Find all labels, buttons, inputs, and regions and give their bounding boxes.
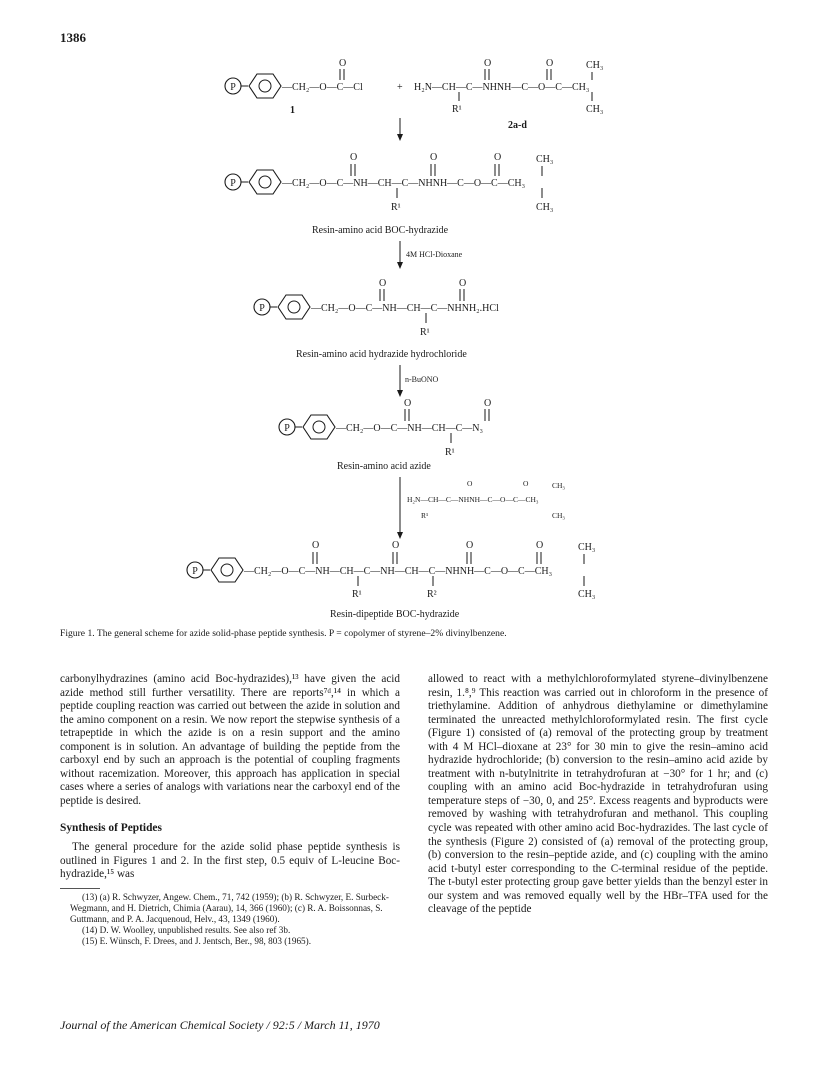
right-column	[428, 673, 768, 917]
svg-text:R¹: R¹	[391, 202, 401, 213]
row-5-name: Resin-dipeptide BOC-hydrazide	[330, 609, 460, 620]
row-3-formula: —CH₂—O—C—NH—CH—C—NHNH₂.HCl	[311, 303, 499, 314]
svg-text:R¹: R¹	[452, 104, 462, 115]
scheme-row-1	[225, 58, 603, 141]
svg-text:R²: R²	[427, 589, 437, 600]
svg-text:O: O	[379, 278, 387, 289]
footnote-15: (15) E. Wünsch, F. Drees, and J. Jentsch, Ber., 98, 803 (1965).	[82, 935, 311, 946]
footnote-13: (13) (a) R. Schwyzer, Angew. Chem., 71, 742 (1959); (b) R. Schwyzer, E. Surbeck-Wegmann, and H. Dietrich, Chimia (Aarau), 14, 366 (1960); (c) R. A. Boissonnas, S. Guttmann, and P. A. Jacquenoud, Helv., 43, 1349 (1960).	[70, 891, 389, 924]
row-4-formula: —CH₂—O—C—NH—CH—C—N₃	[336, 423, 483, 434]
svg-text:O: O	[484, 58, 492, 69]
svg-text:CH₃: CH₃	[536, 154, 554, 165]
svg-text:O: O	[523, 479, 529, 488]
footnote-14: (14) D. W. Woolley, unpublished results. See also ref 3b.	[82, 924, 291, 935]
svg-text:O: O	[494, 152, 502, 163]
svg-text:O: O	[404, 398, 412, 409]
svg-text:O: O	[350, 152, 358, 163]
right-paragraph-1: allowed to react with a methylchloroformylated styrene–divinylbenzene resin, 1.⁸,⁹ This reaction was carried out in chloroform in the presence of triethylamine. Addition of anhydrous diethylamine or dimethylamine terminated the unreacted methylchloroformylated resin. The first cycle (Figure 1) consisted of (a) removal of the protecting group by treatment with 4 M HCl–dioxane at 23° for 30 min to give the resin–amino acid hydrazide hydrochloride; (b) conversion to the resin–amino acid azide by treatment with n-butylnitrite in tetrahydrofuran at −30° for 1 hr; and (c) coupling with an amino acid Boc-hydrazide in tetrahydrofuran using temperature steps of −30, 0, and 25°. Excess reagents and byproducts were removed by washing with tetrahydrofuran and methanol. This coupling cycle was repeated with other amino acid Boc-hydrazides. The last cycle of the synthesis (Figure 2) consisted of (a) removal of the protecting group, (b) conversion to the resin–peptide azide, and (c) coupling with the amino acid t-butyl ester corresponding to the C-terminal residue of the peptide. The t-butyl ester protecting group gave better yields than the benzyl ester in our system and was removed equally well by the HBr–TFA used for the cleavage of the peptide	[428, 673, 768, 916]
row-3-name: Resin-amino acid hydrazide hydrochloride	[296, 349, 467, 360]
svg-text:R¹: R¹	[421, 511, 429, 520]
svg-text:CH₃: CH₃	[536, 202, 554, 213]
section-heading: Synthesis of Peptides	[60, 822, 162, 835]
svg-text:CH₃: CH₃	[586, 104, 604, 115]
svg-text:P: P	[230, 178, 236, 189]
svg-text:O: O	[312, 540, 320, 551]
left-column	[60, 673, 400, 947]
svg-text:O: O	[536, 540, 544, 551]
svg-text:O: O	[392, 540, 400, 551]
svg-text:O: O	[459, 278, 467, 289]
svg-text:+: +	[397, 82, 403, 93]
left-paragraph-2: The general procedure for the azide solid phase peptide synthesis is outlined in Figures 1 and 2. In the first step, 0.5 equiv of L-leucine Boc-hydrazide,¹⁵ was	[60, 841, 400, 881]
footnote-divider	[60, 888, 100, 889]
row-2-name: Resin-amino acid BOC-hydrazide	[312, 225, 449, 236]
journal-footer: Journal of the American Chemical Society / 92:5 / March 11, 1970	[60, 1018, 380, 1032]
arrow-reagent-hydrazide: H₂N—CH—C—NHNH—C—O—C—CH₃	[407, 495, 539, 504]
compound-label-2a-d: 2a-d	[508, 120, 527, 131]
svg-text:O: O	[430, 152, 438, 163]
scheme-row-2	[225, 152, 553, 269]
row-5-formula: —CH₂—O—C—NH—CH—C—NH—CH—C—NHNH—C—O—C—CH₃	[244, 566, 553, 577]
row-4-name: Resin-amino acid azide	[337, 461, 431, 472]
left-paragraph-1: carbonylhydrazines (amino acid Boc-hydrazides),¹³ have given the acid azide method still further versatility. There are reports⁷ᵈ,¹⁴ in which a peptide coupling reaction was carried out between the azide in solution and the amino component on a resin. We now report the stepwise synthesis of a tetrapeptide in which the azide is on a resin support and the amino component is in solution. An advantage of building the peptide from the carboxyl end by such an approach is the potential of coupling fragments without racemization. Moreover, this approach has application in special cases where a series of analogs with variations near the carboxyl end of the peptide is desired.	[60, 673, 400, 807]
arrow-reagent-buono: n-BuONO	[405, 375, 439, 384]
resin-p-label: P	[230, 82, 236, 93]
arrow-reagent-hcl: 4M HCl-Dioxane	[406, 250, 463, 259]
figure-caption: Figure 1. The general scheme for azide solid-phase peptide synthesis. P = copolymer of styrene–2% divinylbenzene.	[60, 628, 507, 639]
svg-text:O: O	[484, 398, 492, 409]
reagent-1-formula: —CH₂—O—C—Cl	[282, 82, 363, 93]
svg-text:CH₃: CH₃	[552, 511, 566, 520]
svg-text:CH₃: CH₃	[586, 60, 604, 71]
row-2-formula: —CH₂—O—C—NH—CH—C—NHNH—C—O—C—CH₃	[282, 178, 526, 189]
svg-text:R¹: R¹	[445, 447, 455, 458]
scheme-row-5	[187, 540, 595, 620]
page-number: 1386	[60, 30, 86, 45]
svg-text:O: O	[467, 479, 473, 488]
scheme-row-4	[279, 398, 565, 539]
compound-label-1: 1	[290, 105, 295, 116]
svg-text:CH₃: CH₃	[552, 481, 566, 490]
svg-text:CH₃: CH₃	[578, 542, 596, 553]
svg-text:O: O	[339, 58, 347, 69]
svg-text:O: O	[546, 58, 554, 69]
reagent-2a-d-formula: H₂N—CH—C—NHNH—C—O—C—CH₃	[414, 82, 590, 93]
svg-text:P: P	[192, 566, 198, 577]
svg-text:O: O	[466, 540, 474, 551]
svg-text:R¹: R¹	[420, 327, 430, 338]
svg-text:P: P	[284, 423, 290, 434]
svg-text:P: P	[259, 303, 265, 314]
svg-text:R¹: R¹	[352, 589, 362, 600]
scheme-row-3	[254, 278, 499, 397]
svg-text:CH₃: CH₃	[578, 589, 596, 600]
